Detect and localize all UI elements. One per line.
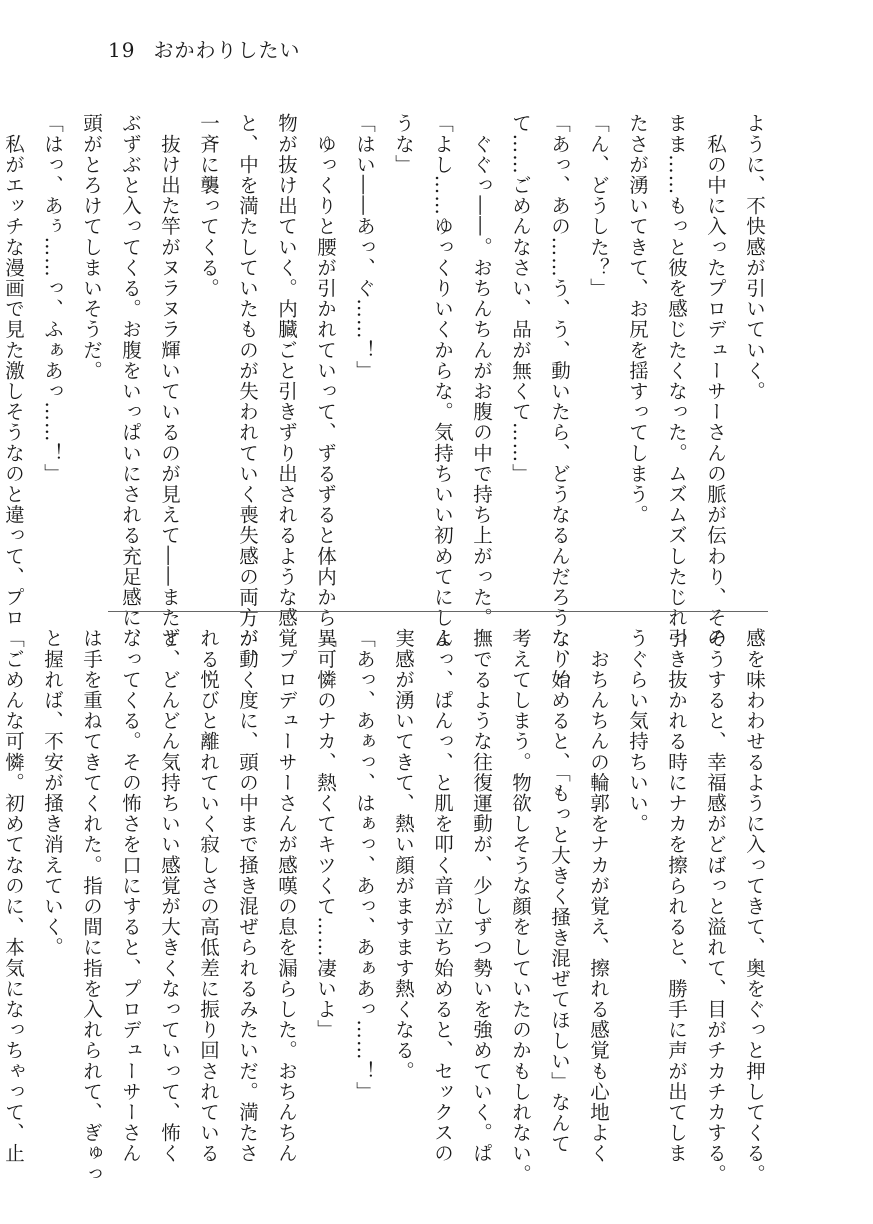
text-line: たさが湧いてきて、お尻を揺すってしまう。 [626, 113, 649, 525]
text-line: なってくる。その怖さを口にすると、プロデューサーさん [119, 628, 142, 1164]
text-line: うぐらい気持ちいい。 [626, 628, 649, 834]
page-number: 19 [108, 38, 136, 62]
text-line: 「可憐のナカ、熱くてキツくて……凄いよ」 [314, 628, 337, 1040]
text-line: 一斉に襲ってくる。 [197, 113, 220, 299]
text-line: 抜け出た竿がヌラヌラ輝いているのが見えて――またず [158, 113, 181, 649]
text-line: ゆっくりと腰が引かれていって、ずるずると体内から異 [314, 113, 337, 649]
chapter-title: おかわりしたい [153, 38, 301, 62]
text-line: 実感が湧いてきて、熱い顔がますます熱くなる。 [392, 628, 415, 1082]
text-line: と、中を満たしていたものが失われていく喪失感の両方が、 [236, 113, 259, 670]
page-header [108, 34, 300, 63]
text-line: ぶずぶと入ってくる。お腹をいっぱいにされる充足感に、 [119, 113, 142, 649]
text-line: は手を重ねてきてくれた。指の間に指を入れられて、ぎゅっ [80, 628, 103, 1185]
text-line: そうすると、幸福感がどばっと溢れて、目がチカチカする。 [704, 628, 727, 1185]
text-line: て……ごめんなさい、品が無くて……」 [509, 113, 532, 484]
text-line: んっ、ぱんっ、と肌を叩く音が立ち始めると、セックスの [431, 628, 454, 1164]
text-line: ように、不快感が引いていく。 [743, 113, 766, 402]
text-line: と握れば、不安が掻き消えていく。 [41, 628, 64, 958]
text-line: 撫でるような往復運動が、少しずつ勢いを強めていく。ぱ [470, 628, 493, 1164]
text-line: 「あっ、あの……う、う、動いたら、どうなるんだろうな、っ [548, 113, 571, 690]
text-line: が動く度に、頭の中まで掻き混ぜられるみたいだ。満たさ [236, 628, 259, 1164]
text-line: 引き抜かれる時にナカを擦られると、勝手に声が出てしま [665, 628, 688, 1164]
text-line: 「あっ、あぁっ、はぁっ、あっ、あぁあっ……！」 [353, 628, 376, 1102]
text-line: と、どんどん気持ちいい感覚が大きくなっていって、怖く [158, 628, 181, 1164]
text-line: 「ごめんな可憐。初めてなのに、本気になっちゃって、止 [2, 628, 25, 1164]
text-line: おちんちんの輪郭をナカが覚え、擦れる感覚も心地よく [587, 628, 610, 1164]
text-line: 「ん、どうした？」 [587, 113, 610, 299]
text-line: 「はい――あっ、ぐ……！」 [353, 113, 376, 381]
text-line: 私がエッチな漫画で見た激しそうなのと違って、プロ [2, 113, 25, 628]
text-line: れる悦びと離れていく寂しさの高低差に振り回されている [197, 628, 220, 1164]
text-line: 「よし……ゆっくりいくからな。気持ちいい初めてにしよ [431, 113, 454, 649]
text-line: 頭がとろけてしまいそうだ。 [80, 113, 103, 381]
section-divider [108, 611, 768, 612]
text-line: 「はっ、あぅ……っ、ふぁあっ……！」 [41, 113, 64, 484]
text-line: ぐぐっ――。おちんちんがお腹の中で持ち上がった。 [470, 113, 493, 628]
top-text-block [2, 113, 774, 690]
text-line: プロデューサーさんが感嘆の息を漏らした。おちんちん [275, 628, 298, 1164]
text-line: 物が抜け出ていく。内臓ごと引きずり出されるような感覚 [275, 113, 298, 649]
bottom-text-block [2, 628, 774, 1185]
text-line: うな」 [392, 113, 415, 175]
text-line: なり始めると、「もっと大きく掻き混ぜてほしい」なんて [548, 628, 571, 1154]
text-line: 私の中に入ったプロデューサーさんの脈が伝わり、その [704, 113, 727, 649]
text-line: まま……もっと彼を感じたくなった。ムズムズしたじれっ [665, 113, 688, 649]
text-line: 考えてしまう。物欲しそうな顔をしていたのかもしれない。 [509, 628, 532, 1185]
text-line: 感を味わわせるように入ってきて、奥をぐっと押してくる。 [743, 628, 766, 1185]
